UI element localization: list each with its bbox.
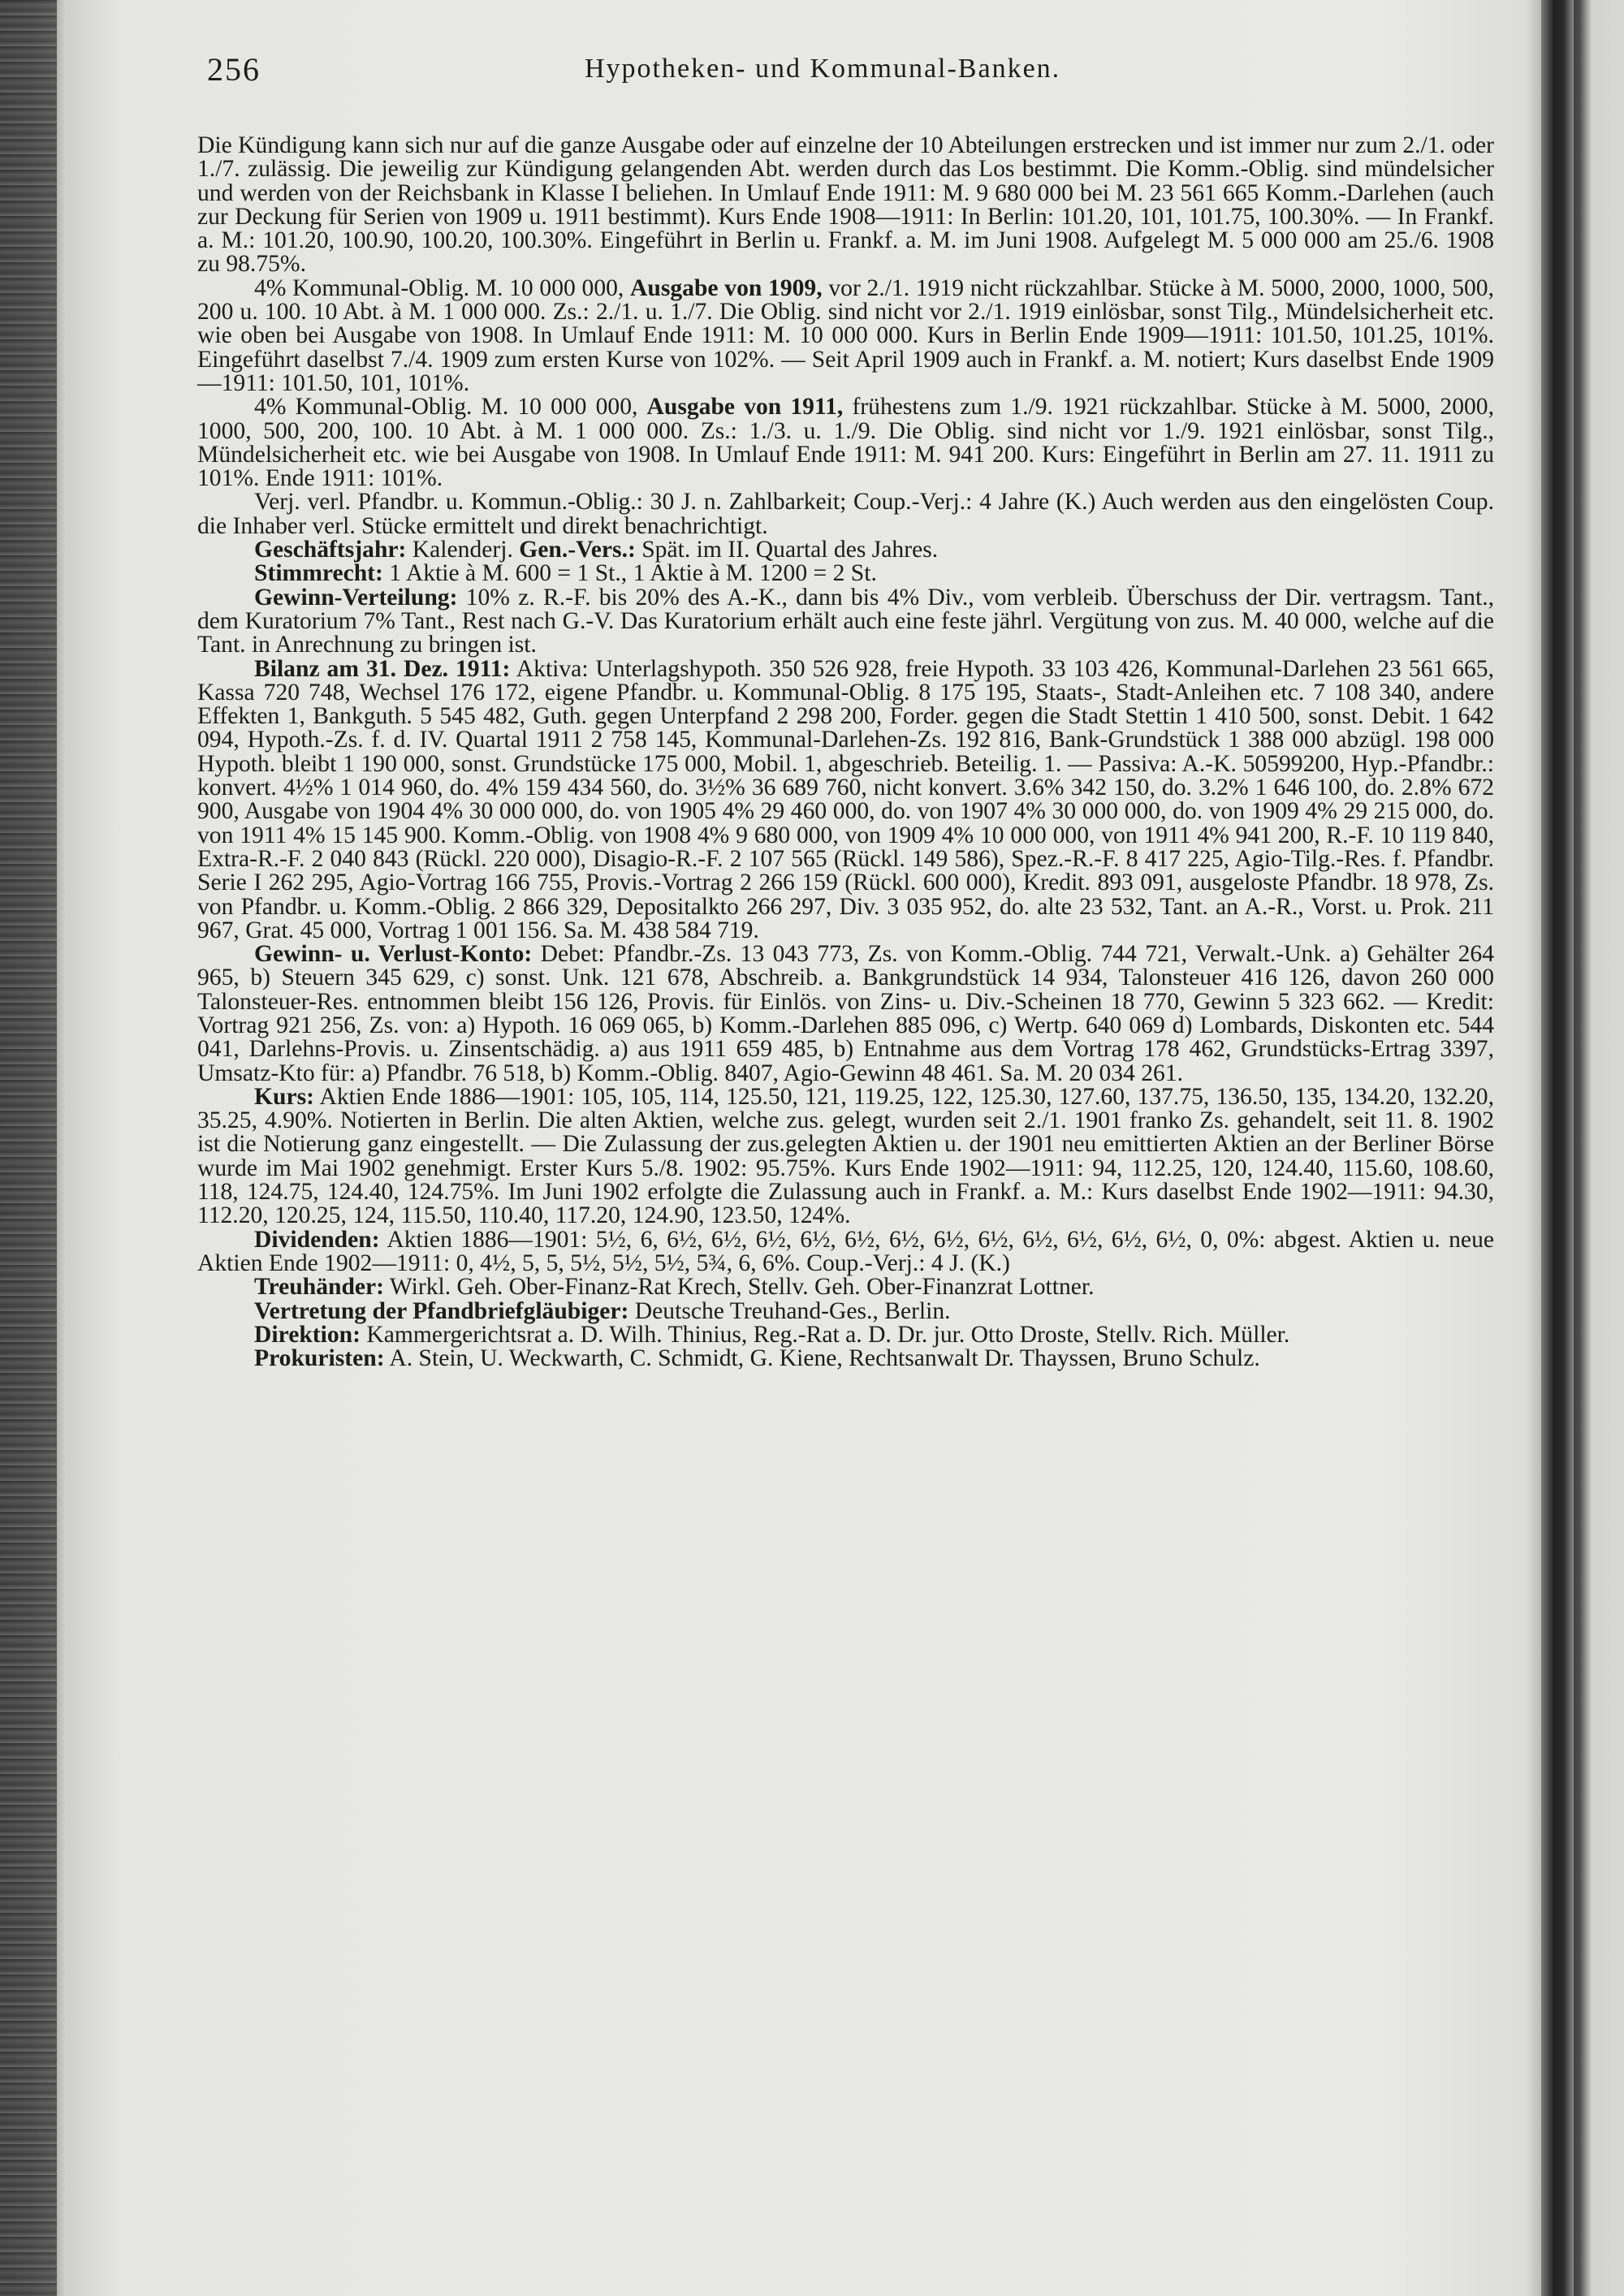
oblig-1909-text: 4% Kommunal-Oblig. M. 10 000 000, Ausgabe von 1909, vor 2./1. 1919 nicht rückzahlbar. Stücke à M. 5000, 2000, 1000, 500, 200 u. 100. 10 Abt. à M. 1 000 000. Zs.: 2./1. u. 1./7. Die Oblig. sind nicht vor 2./1. 1919 einlösbar, sonst Tilg., Mündelsicherheit etc. wie oben bei Ausgabe von 1908. In Umlauf Ende 1911: M. 10 000 000. Kurs in Berlin Ende 1909—1911: 101.50, 101.25, 101%. Eingeführt daselbst 7./4. 1909 zum ersten Kurse von 102%. — Seit April 1909 auch in Frankf. a. M. notiert; Kurs daselbst Ende 1909—1911: 101.50, 101, 101%. xyxy=(197,274,1494,396)
facing-page-edge xyxy=(1541,0,1574,2296)
paragraph-oblig-1911 xyxy=(197,395,1494,490)
paragraph-kuendigung: Die Kündigung kann sich nur auf die ganze Ausgabe oder auf einzelne der 10 Abteilungen erstrecken und ist immer nur zum 2./1. oder 1./7. zulässig. Die jeweilig zur Kündigung gelangenden Abt. werden durch das Los bestimmt. Die Komm.-Oblig. sind mündelsicher und werden von der Reichsbank in Klasse I beliehen. In Umlauf Ende 1911: M. 9 680 000 bei M. 23 561 665 Komm.-Darlehen (auch zur Deckung für Serien von 1909 u. 1911 bestimmt). Kurs Ende 1908—1911: In Berlin: 101.20, 101, 101.75, 100.30%. — In Frankf. a. M.: 101.20, 100.90, 100.20, 100.30%. Eingeführt in Berlin u. Frankf. a. M. im Juni 1908. Aufgelegt M. 5 000 000 am 25./6. 1908 zu 98.75%. xyxy=(197,132,1494,278)
page-header xyxy=(207,50,1506,99)
paragraph-vertretung: Vertretung der Pfandbriefgläubiger: Deutsche Treuhand-Ges., Berlin. xyxy=(254,1297,951,1324)
paragraph-geschaeftsjahr: Geschäftsjahr: Kalenderj. Gen.-Vers.: Spät. im II. Quartal des Jahres. xyxy=(254,537,939,563)
paragraph-verjaehrung: Verj. verl. Pfandbr. u. Kommun.-Oblig.: 30 J. n. Zahlbarkeit; Coup.-Verj.: 4 Jahre (K.) Auch werden aus den eingelösten Coup. die Inhaber verl. Stücke ermittelt und direkt benachrichtigt. xyxy=(197,489,1494,539)
paragraph-treuhaender: Treuhänder: Wirkl. Geh. Ober-Finanz-Rat Krech, Stellv. Geh. Ober-Finanzrat Lottner. xyxy=(254,1274,1095,1301)
paragraph-prokuristen: Prokuristen: A. Stein, U. Weckwarth, C. Schmidt, G. Kiene, Rechtsanwalt Dr. Thayssen, Bruno Schulz. xyxy=(254,1345,1260,1372)
oblig-1911-text: 4% Kommunal-Oblig. M. 10 000 000, Ausgabe von 1911, frühestens zum 1./9. 1921 rückzahlbar. Stücke à M. 5000, 2000, 1000, 500, 200, 100. 10 Abt. à M. 1 000 000. Zs.: 1./3. u. 1./9. Die Oblig. sind nicht vor 1./9. 1921 einlösbar, sonst Tilg., Mündelsicherheit etc. wie bei Ausgabe von 1908. In Umlauf Ende 1911: M. 941 200. Kurs: Eingeführt in Berlin am 27. 11. 1911 zu 101%. Ende 1911: 101%. xyxy=(197,394,1494,492)
paragraph-gewinn-verteilung: Gewinn-Verteilung: 10% z. R.-F. bis 20% des A.-K., dann bis 4% Div., vom verbleib. Überschuss der Dir. vertragsm. Tant., dem Kuratorium 7% Tant., Rest nach G.-V. Das Kuratorium erhält auch eine feste jährl. Vergütung von zus. M. 40 000, welche auf die Tant. in Anrechnung zu bringen ist. xyxy=(197,584,1494,658)
paragraph-gewinn-verlust: Gewinn- u. Verlust-Konto: Debet: Pfandbr.-Zs. 13 043 773, Zs. von Komm.-Oblig. 744 721, Verwalt.-Unk. a) Gehälter 264 965, b) Steuern 345 629, c) sonst. Unk. 121 678, Abschreib. a. Bankgrundstück 14 934, Talonsteuer 416 126, davon 260 000 Talonsteuer-Res. entnommen bleibt 156 126, Provis. für Einlös. von Zins- u. Div.-Scheinen 18 770, Gewinn 5 323 662. — Kredit: Vortrag 921 256, Zs. von: a) Hypoth. 16 069 065, b) Komm.-Darlehen 885 096, c) Wertp. 640 069 d) Lombards, Diskonten etc. 544 041, Darlehns-Provis. u. Zinsentschädig. a) aus 1911 659 485, b) Entnahme aus dem Vortrag 178 462, Grundstücks-Ertrag 3397, Umsatz-Kto für: a) Pfandbr. 76 518, b) Komm.-Oblig. 8407, Agio-Gewinn 48 461. Sa. M. 20 034 261. xyxy=(197,941,1494,1086)
paragraph-direktion: Direktion: Kammergerichtsrat a. D. Wilh. Thinius, Reg.-Rat a. D. Dr. jur. Otto Droste, Stellv. Rich. Müller. xyxy=(254,1321,1290,1348)
paragraph-stimmrecht: Stimmrecht: 1 Aktie à M. 600 = 1 St., 1 Aktie à M. 1200 = 2 St. xyxy=(254,560,877,587)
paragraph-kurs: Kurs: Aktien Ende 1886—1901: 105, 105, 114, 125.50, 121, 119.25, 122, 125.30, 127.60, 137.75, 136.50, 135, 134.20, 132.20, 35.25, 4.90%. Notierten in Berlin. Die alten Aktien, welche zus. gelegt, wurden seit 2./1. 1901 franko Zs. gehandelt, seit 11. 8. 1902 ist die Notierung ganz eingestellt. — Die Zulassung der zus.gelegten Aktien u. der 1901 neu emittierten Aktien an der Berliner Börse wurde im Mai 1902 genehmigt. Erster Kurs 5./8. 1902: 95.75%. Kurs Ende 1902—1911: 94, 112.25, 120, 124.40, 115.60, 108.60, 118, 124.75, 124.40, 124.75%. Im Juni 1902 erfolgte die Zulassung auch in Frankf. a. M.: Kurs daselbst Ende 1902—1911: 94.30, 112.20, 120.25, 124, 115.50, 110.40, 117.20, 124.90, 123.50, 124%. xyxy=(197,1083,1494,1229)
running-title: Hypotheken- und Kommunal-Banken. xyxy=(585,54,1061,84)
page-number: 256 xyxy=(207,51,261,88)
paragraph-oblig-1909 xyxy=(197,274,1494,396)
page-body xyxy=(197,134,1494,1370)
paragraph-dividenden: Dividenden: Aktien 1886—1901: 5½, 6, 6½, 6½, 6½, 6½, 6½, 6½, 6½, 6½, 6½, 6½, 6½, 6½, 0, 0%: abgest. Aktien u. neue Aktien Ende 1902—1911: 0, 4½, 5, 5, 5½, 5½, 5½, 5¾, 6, 6%. Coup.-Verj.: 4 J. (K.) xyxy=(197,1226,1494,1276)
book-spine-shadow xyxy=(0,0,57,2296)
paragraph-bilanz: Bilanz am 31. Dez. 1911: Aktiva: Unterlagshypoth. 350 526 928, freie Hypoth. 33 103 426, Kommunal-Darlehen 23 561 665, Kassa 720 748, Wechsel 176 172, eigene Pfandbr. u. Kommunal-Oblig. 8 175 195, Staats-, Stadt-Anleihen etc. 7 108 340, andere Effekten 1, Bankguth. 5 545 482, Guth. gegen Unterpfand 2 298 200, Forder. gegen die Stadt Stettin 1 410 500, sonst. Debit. 1 642 094, Hypoth.-Zs. f. d. IV. Quartal 1911 2 758 145, Kommunal-Darlehen-Zs. 192 816, Bank-Grundstück 1 388 000 abzügl. 198 000 Hypoth. bleibt 1 190 000, sonst. Grundstücke 175 000, Mobil. 1, abgeschrieb. Beteilig. 1. — Passiva: A.-K. 50599200, Hyp.-Pfandbr.: konvert. 4½% 1 014 960, do. 4% 159 434 560, do. 3½% 36 689 760, nicht konvert. 3.6% 342 150, do. 3.2% 1 646 100, do. 2.8% 672 900, Ausgabe von 1904 4% 30 000 000, do. von 1905 4% 29 460 000, do. von 1907 4% 30 000 000, do. von 1909 4% 29 215 000, do. von 1911 4% 15 145 900. Komm.-Oblig. von 1908 4% 9 680 000, von 1909 4% 10 000 000, von 1911 4% 941 200, R.-F. 10 119 840, Extra-R.-F. 2 040 843 (Rückl. 220 000), Disagio-R.-F. 2 107 565 (Rückl. 149 586), Spez.-R.-F. 8 417 225, Agio-Tilg.-Res. f. Pfandbr. Serie I 262 295, Agio-Vortrag 166 755, Provis.-Vortrag 2 266 159 (Rückl. 600 000), Kredit. 893 091, ausgeloste Pfandbr. 18 978, Zs. von Pfandbr. u. Komm.-Oblig. 2 866 329, Depositalkto 266 297, Div. 3 035 952, do. alte 23 532, Tant. an A.-R., Vorst. u. Prok. 211 967, Grat. 45 000, Vortrag 1 001 156. Sa. M. 438 584 719. xyxy=(197,655,1495,943)
